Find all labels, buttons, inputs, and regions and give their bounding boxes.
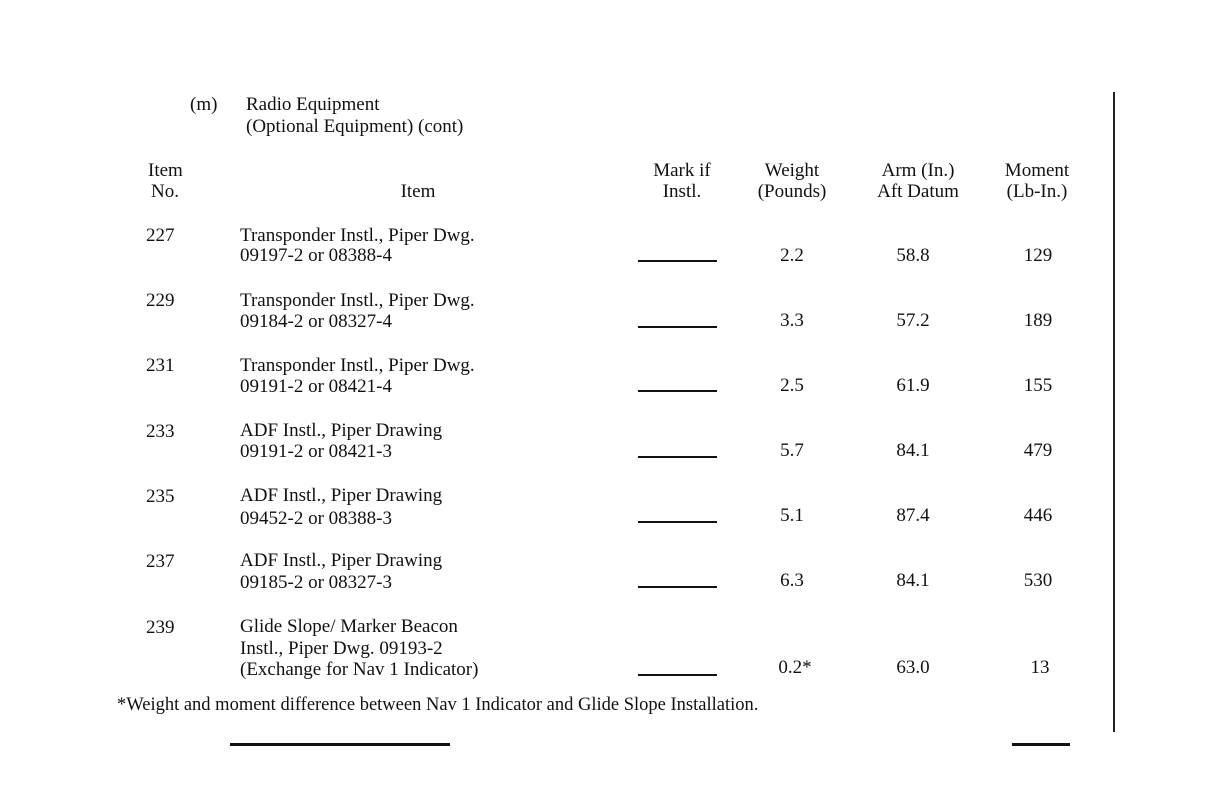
section-title: Radio Equipment — [246, 94, 380, 115]
mark-if-installed-blank[interactable] — [638, 390, 717, 392]
mark-if-installed-blank[interactable] — [638, 456, 717, 458]
weight-value: 3.3 — [780, 310, 804, 331]
item-description-line: ADF Instl., Piper Drawing — [240, 550, 443, 571]
item-description-line: 09452-2 or 08388-3 — [240, 508, 392, 529]
moment-value: 446 — [1023, 505, 1053, 526]
item-description-line: (Exchange for Nav 1 Indicator) — [240, 659, 479, 680]
weight-value: 2.2 — [780, 245, 804, 266]
arm-value: 61.9 — [896, 375, 930, 396]
arm-value: 58.8 — [896, 245, 930, 266]
moment-value: 129 — [1023, 245, 1053, 266]
item-number: 227 — [146, 225, 175, 246]
moment-value: 155 — [1023, 375, 1053, 396]
mark-if-installed-blank[interactable] — [638, 260, 717, 262]
header-mark-line2: Instl. — [662, 181, 702, 202]
moment-value: 530 — [1023, 570, 1053, 591]
mark-if-installed-blank[interactable] — [638, 586, 717, 588]
footnote: *Weight and moment difference between Nav 1 Indicator and Glide Slope Installation. — [117, 695, 759, 715]
weight-value: 2.5 — [780, 375, 804, 396]
weight-value: 0.2* — [778, 657, 812, 678]
item-number: 231 — [146, 355, 175, 376]
header-arm-line2: Aft Datum — [877, 181, 959, 202]
item-description-line: Transponder Instl., Piper Dwg. — [240, 355, 475, 376]
item-description-line: 09191-2 or 08421-3 — [240, 441, 392, 462]
moment-value: 189 — [1023, 310, 1053, 331]
bottom-rule-right — [1012, 743, 1070, 746]
item-description-line: Glide Slope/ Marker Beacon — [240, 616, 458, 637]
arm-value: 84.1 — [896, 570, 930, 591]
mark-if-installed-blank[interactable] — [638, 674, 717, 676]
header-item-no-line1: Item — [148, 160, 183, 181]
item-description-line: Instl., Piper Dwg. 09193-2 — [240, 638, 443, 659]
header-weight-line1: Weight — [764, 160, 820, 181]
header-moment-line1: Moment — [1004, 160, 1070, 181]
weight-value: 5.7 — [780, 440, 804, 461]
arm-value: 84.1 — [896, 440, 930, 461]
weight-value: 6.3 — [780, 570, 804, 591]
arm-value: 63.0 — [896, 657, 930, 678]
moment-value: 13 — [1030, 657, 1050, 678]
item-number: 235 — [146, 486, 175, 507]
header-weight-line2: (Pounds) — [757, 181, 827, 202]
weight-value: 5.1 — [780, 505, 804, 526]
header-item-no-line2: No. — [151, 181, 179, 202]
item-description-line: ADF Instl., Piper Drawing — [240, 485, 443, 506]
section-marker: (m) — [190, 94, 218, 115]
section-subtitle: (Optional Equipment) (cont) — [246, 116, 464, 137]
item-description-line: 09184-2 or 08327-4 — [240, 311, 392, 332]
header-mark-line1: Mark if — [653, 160, 711, 181]
right-margin-rule — [1113, 92, 1115, 732]
item-description-line: 09185-2 or 08327-3 — [240, 572, 392, 593]
item-description-line: Transponder Instl., Piper Dwg. — [240, 290, 475, 311]
header-item: Item — [400, 181, 436, 202]
item-number: 233 — [146, 421, 175, 442]
header-arm-line1: Arm (In.) — [881, 160, 955, 181]
item-number: 239 — [146, 617, 175, 638]
item-description-line: Transponder Instl., Piper Dwg. — [240, 225, 475, 246]
item-number: 237 — [146, 551, 175, 572]
item-description-line: 09197-2 or 08388-4 — [240, 245, 392, 266]
item-description-line: ADF Instl., Piper Drawing — [240, 420, 443, 441]
mark-if-installed-blank[interactable] — [638, 521, 717, 523]
arm-value: 87.4 — [896, 505, 930, 526]
item-description-line: 09191-2 or 08421-4 — [240, 376, 392, 397]
mark-if-installed-blank[interactable] — [638, 326, 717, 328]
bottom-rule-left — [230, 743, 450, 746]
moment-value: 479 — [1023, 440, 1053, 461]
item-number: 229 — [146, 290, 175, 311]
arm-value: 57.2 — [896, 310, 930, 331]
header-moment-line2: (Lb-In.) — [1006, 181, 1068, 202]
